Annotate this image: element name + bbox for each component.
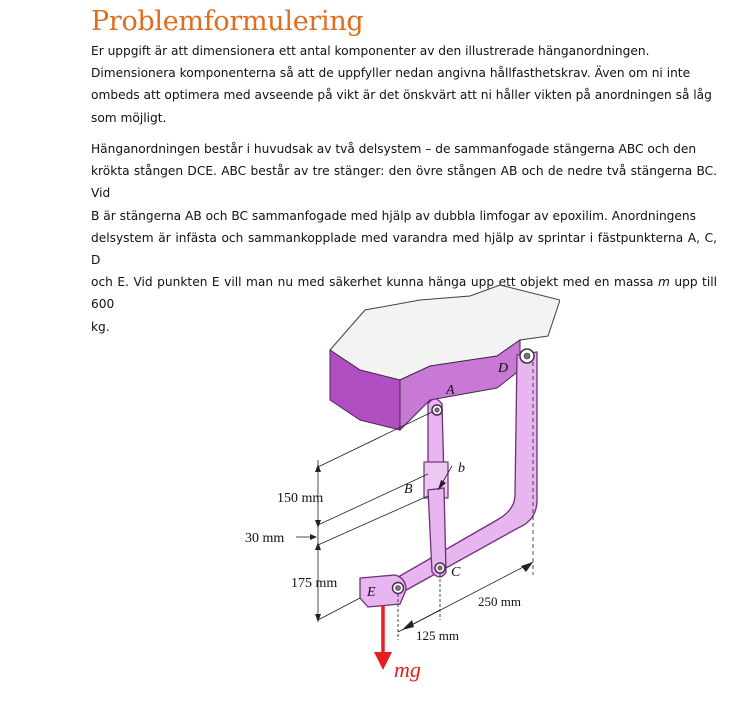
- bar-ABC: [424, 399, 448, 577]
- mass-symbol: m: [657, 275, 670, 290]
- text-segment: och E. Vid punkten E vill man nu med säkerhet kunna hänga upp ett objekt med en massa: [91, 275, 658, 290]
- text-line: kg.: [91, 319, 110, 334]
- label-C: C: [451, 565, 461, 580]
- hanger-figure: [230, 280, 560, 700]
- text-line: krökta stången DCE. ABC består av tre stänger: den övre stången AB och de nedre två stängerna BC. Vid: [91, 164, 717, 201]
- load-arrow: [374, 605, 392, 670]
- intro-paragraph: [91, 40, 717, 129]
- text-line: B är stängerna AB och BC sammanfogade med hjälp av dubbla limfogar av epoxilim. Anordningens: [91, 208, 696, 223]
- text-line: som möjligt.: [91, 110, 167, 125]
- extension-line-E: [318, 598, 360, 620]
- text-line: Dimensionera komponenterna så att de uppfyller nedan angivna hållfasthetskrav. Även om ni inte: [91, 66, 691, 81]
- page-title: Problemformulering: [91, 6, 364, 37]
- extension-line-B-bottom: [318, 496, 428, 545]
- label-E: E: [367, 585, 376, 600]
- text-segment: upp till 600: [91, 275, 717, 312]
- dimension-175-label: 175 mm: [291, 576, 338, 591]
- load-arrow-head: [374, 652, 392, 670]
- dimension-250-label: 250 mm: [478, 594, 521, 609]
- dimension-150-label: 150 mm: [277, 491, 324, 506]
- load-label: mg: [394, 657, 421, 682]
- dimension-30-label: 30 mm: [245, 531, 285, 546]
- text-line: Er uppgift är att dimensionera ett antal komponenter av den illustrerade hänganordningen.: [91, 44, 650, 58]
- label-b: b: [458, 461, 465, 476]
- label-A: A: [446, 383, 455, 398]
- label-B: B: [404, 482, 413, 497]
- text-line: delsystem är infästa och sammankopplade med varandra med hjälp av sprintar i fästpunkterna A, C, D: [91, 230, 717, 268]
- label-D: D: [498, 361, 509, 376]
- text-line: Hänganordningen består i huvudsak av två delsystem – de sammanfogade stängerna ABC och den: [91, 142, 697, 156]
- dimension-125-label: 125 mm: [416, 628, 459, 643]
- text-line: ombeds att optimera med avseende på vikt är det önskvärt att ni håller vikten på anordningen så låg: [91, 88, 712, 103]
